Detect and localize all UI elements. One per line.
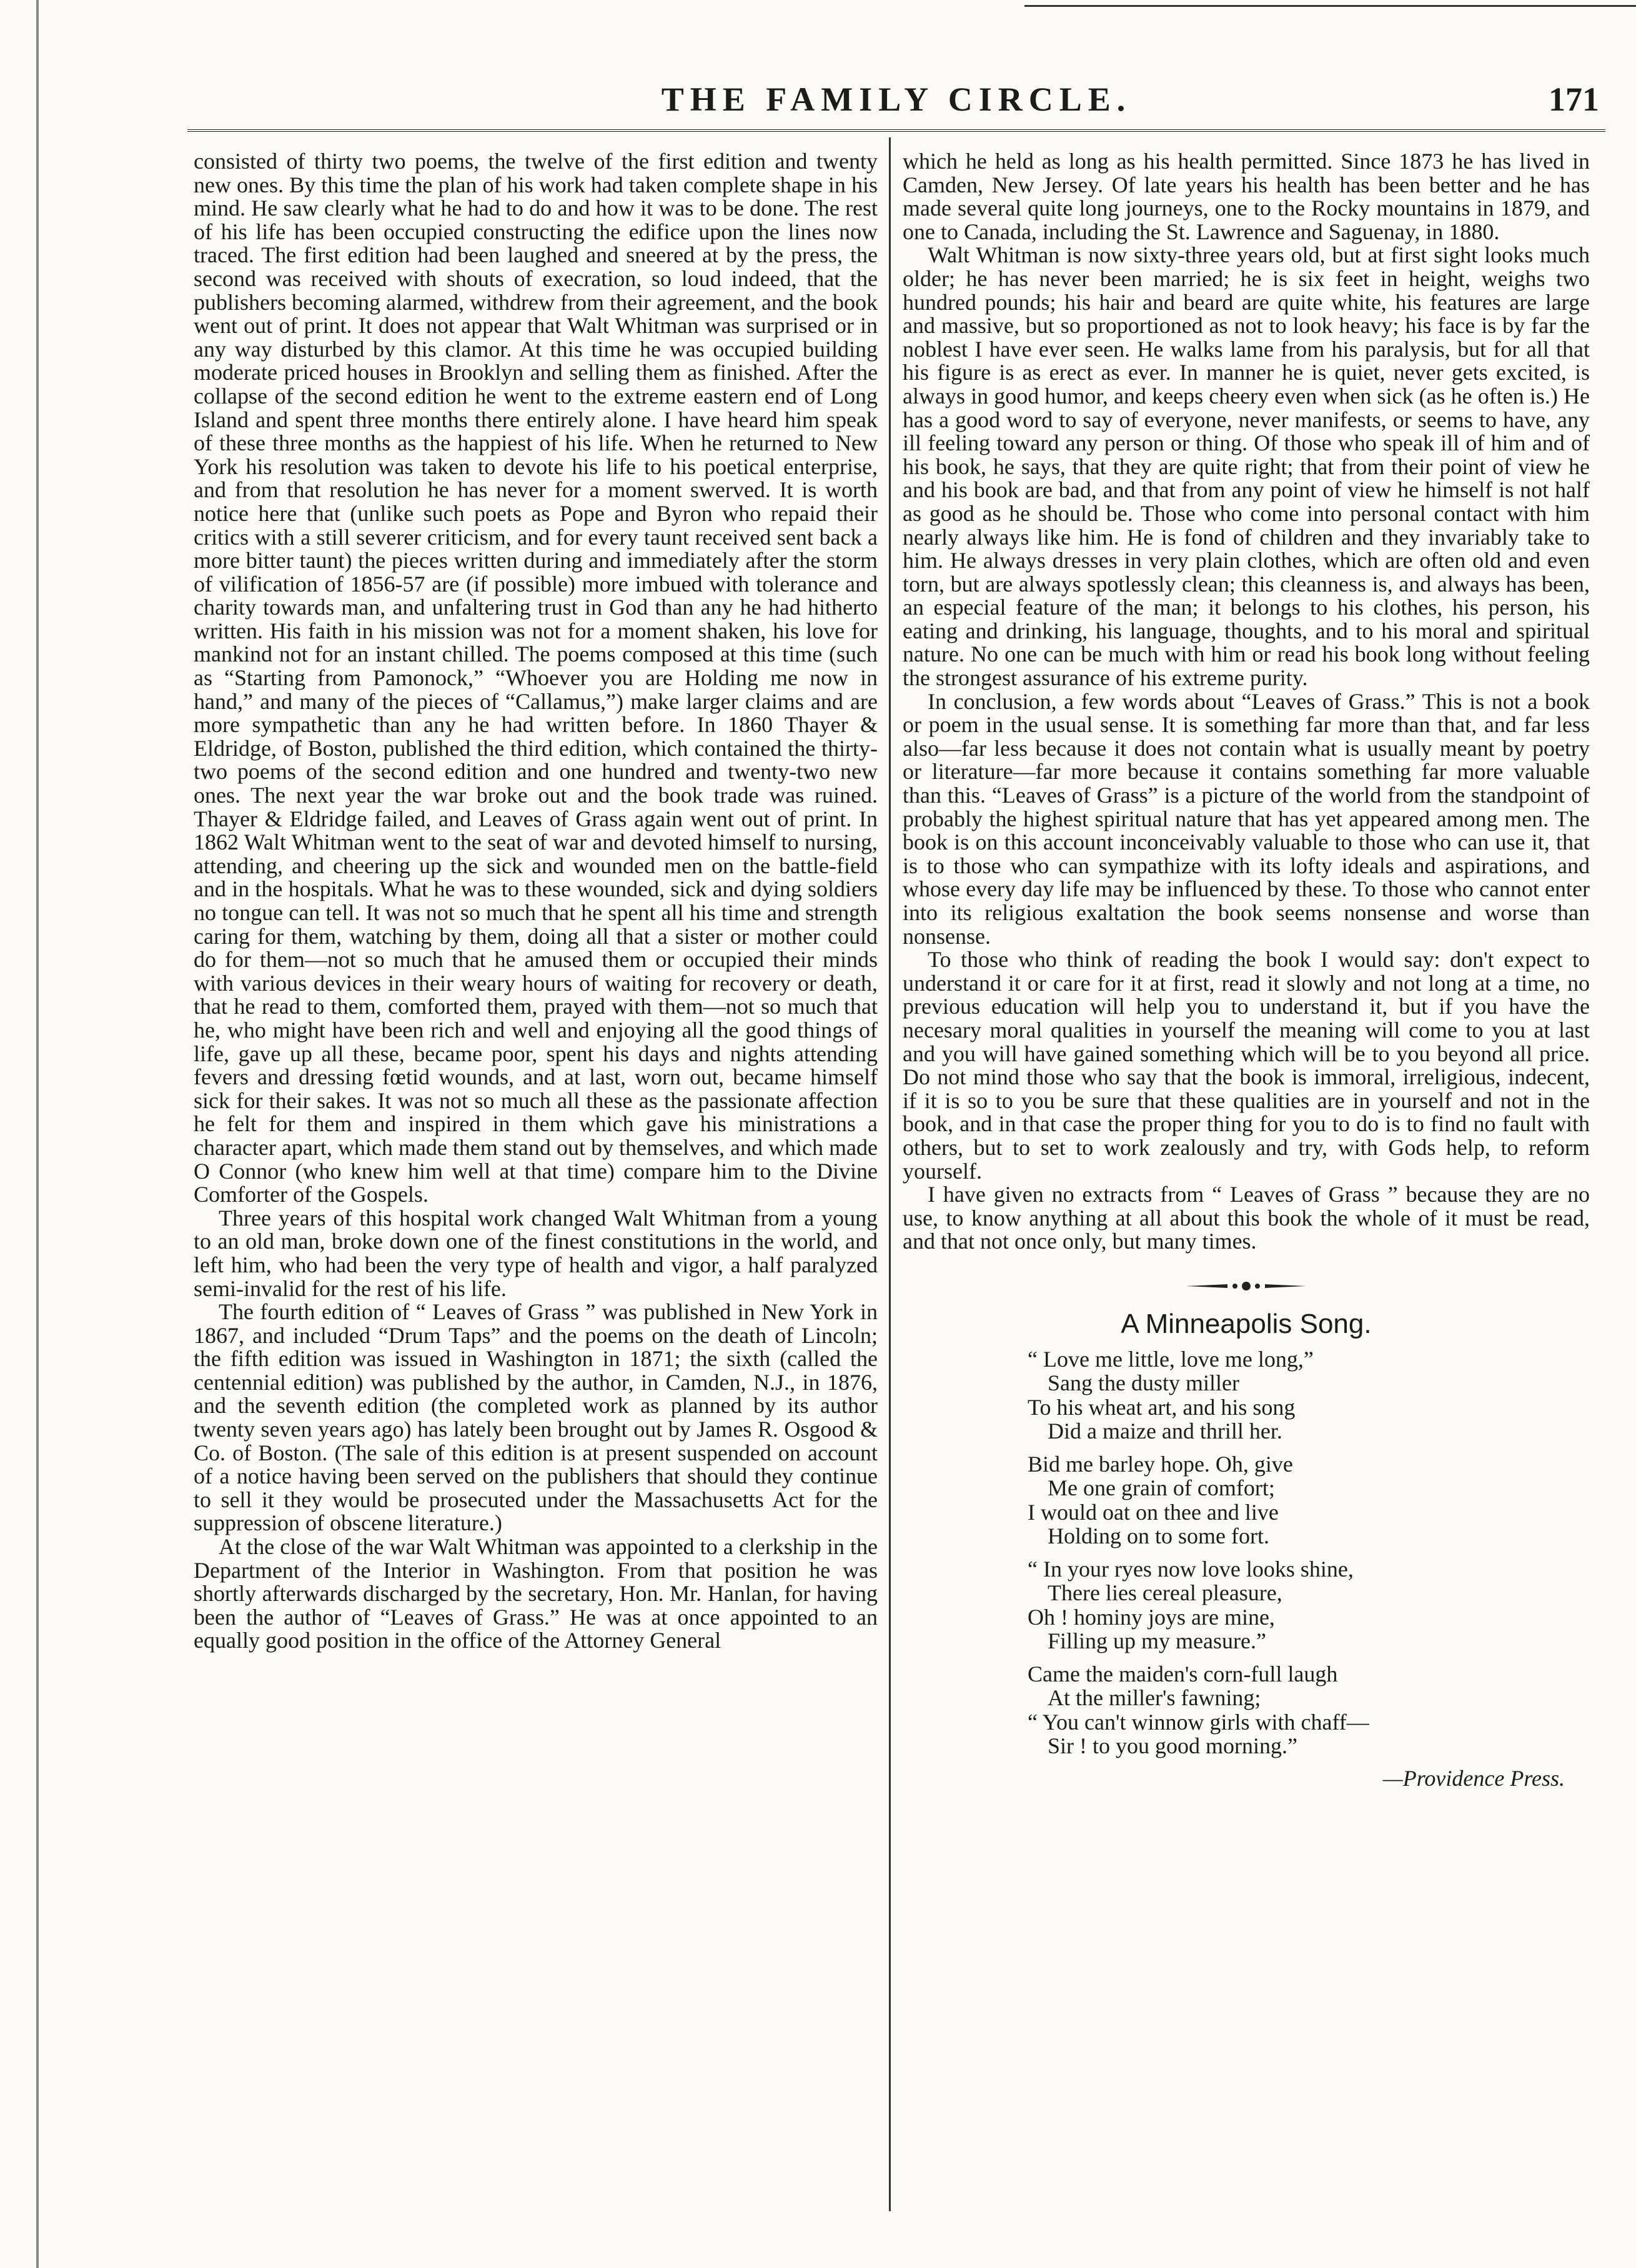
poem-line: “ Love me little, love me long,” <box>1028 1346 1314 1372</box>
poem-line: I would oat on thee and live <box>1028 1499 1279 1525</box>
paragraph: which he held as long as his health permitted. Since 1873 he has lived in Camden, New Jersey. Of late years his health has been better and he has made several quite long journeys, one to the Rocky mountains in 1879, and one to Canada, including the St. Lawrence and Saguenay, in 1880. <box>903 150 1590 244</box>
poem-line: “ In your ryes now love looks shine, <box>1028 1556 1354 1582</box>
column-divider <box>889 137 891 2211</box>
poem-credit: —Providence Press. <box>1382 1765 1565 1791</box>
paragraph: I have given no extracts from “ Leaves of Grass ” because they are no use, to know anything at all about this book the whole of it must be read, and that not once only, but many times. <box>903 1182 1590 1254</box>
poem-line: At the miller's fawning; <box>1048 1685 1261 1710</box>
poem-stanza <box>1028 1662 1590 1758</box>
top-rule <box>1024 5 1636 7</box>
poem-line: Holding on to some fort. <box>1048 1523 1269 1548</box>
page-header <box>187 70 1605 132</box>
poem-line: “ You can't winnow girls with chaff— <box>1028 1709 1369 1735</box>
poem-stanza <box>1028 1347 1590 1443</box>
paragraph: consisted of thirty two poems, the twelve of the first edition and twenty new ones. By this time the plan of his work had taken complete shape in his mind. He saw clearly what he had to do and how it was to be done. The rest of his life has been occupied constructing the edifice upon the lines now traced. The first edition had been laughed and sneered at by the press, the second was received with shouts of execration, so loud indeed, that the publishers becoming alarmed, withdrew from their agreement, and the book went out of print. It does not appear that Walt Whitman was surprised or in any way disturbed by this clamor. At this time he was occupied building moderate priced houses in Brooklyn and selling them as finished. After the collapse of the second edition he went to the extreme eastern end of Long Island and spent three months there entirely alone. I have heard him speak of these three months as the happiest of his life. When he returned to New York his resolution was taken to devote his life to his poetical enterprise, and from that resolution he has never for a moment swerved. It is worth notice here that (unlike such poets as Pope and Byron who repaid their critics with a still severer criticism, and for every taunt received sent back a more bitter taunt) the pieces written during and immediately after the storm of vilification of 1856-57 are (if possible) more imbued with tolerance and charity towards man, and unfaltering trust in God than any he had hitherto written. His faith in his mission was not for a moment shaken, his love for mankind not for an instant chilled. The poems composed at this time (such as “Starting from Pamonock,” “Whoever you are Holding me now in hand,” and many of the pieces of “Callamus,”) make larger claims and are more sympathetic than any he had written before. In 1860 Thayer & Eldridge, of Boston, published the third edition, which contained the thirty-two poems of the second edition and one hundred and twenty-two new ones. The next year the war broke out and the book trade was ruined. Thayer & Eldridge failed, and Leaves of Grass again went out of print. In 1862 Walt Whitman went to the seat of war and devoted himself to nursing, attending, and cheering up the sick and wounded men on the battle-field and in the hospitals. What he was to these wounded, sick and dying soldiers no tongue can tell. It was not so much that he spent all his time and strength caring for them, watching by them, doing all that a sister or mother could do for them—not so much that he amused them or occupied their minds with various devices in their weary hours of waiting for recovery or death, that he read to them, comforted them, prayed with them—not so much that he, who might have been rich and well and enjoying all the good things of life, gave up all these, became poor, spent his days and nights attending fevers and dressing fœtid wounds, and at last, worn out, became himself sick for their sakes. It was not so much all these as the passionate affection he felt for them and inspired in them which gave his ministrations a character apart, which made them stand out by themselves, and which made O Connor (who knew him well at that time) compare him to the Divine Comforter of the Gospels. <box>194 150 878 1207</box>
paragraph: In conclusion, a few words about “Leaves of Grass.” This is not a book or poem in the usual sense. It is something far more than that, and far less also—far less because it does not contain what is usually meant by poetry or literature—far more because it contains something far more valuable than this. “Leaves of Grass” is a picture of the world from the standpoint of probably the highest spiritual nature that has yet appeared among men. The book is on this account inconceivably valuable to those who can use it, that is to those who can sympathize with its lofty ideals and aspirations, and whose every day life may be influenced by these. To those who cannot enter into its religious exaltation the book seems nonsense and worse than nonsense. <box>903 688 1590 949</box>
paragraph: The fourth edition of “ Leaves of Grass ” was published in New York in 1867, and included “Drum Taps” and the poems on the death of Lincoln; the fifth edition was issued in Washington in 1871; the sixth (called the centennial edition) was published by the author, in Camden, N.J., in 1876, and the seventh edition (the completed work as planned by its author twenty seven years ago) has lately been brought out by James R. Osgood & Co. of Boston. (The sale of this edition is at present suspended on account of a notice having been served on the publishers that should they continue to sell it they would be prosecuted under the Massachusetts Act for the suppression of obscene literature.) <box>194 1299 878 1536</box>
poem-line: Me one grain of comfort; <box>1048 1475 1275 1500</box>
ornament-rule-icon <box>1184 1279 1309 1294</box>
paragraph: At the close of the war Walt Whitman was appointed to a clerkship in the Department of the Interior in Washington. From that position he was shortly afterwards discharged by the secretary, Hon. Mr. Hanlan, for having been the author of “Leaves of Grass.” He was at once appointed to an equally good position in the office of the Attorney General <box>194 1534 878 1653</box>
poem-line: To his wheat art, and his song <box>1028 1394 1296 1420</box>
poem-line: Sir ! to you good morning.” <box>1048 1733 1297 1758</box>
poem-line: Filling up my measure.” <box>1048 1628 1266 1653</box>
poem-line: Did a maize and thrill her. <box>1048 1419 1282 1443</box>
poem-line: Oh ! hominy joys are mine, <box>1028 1604 1275 1630</box>
poem-stanza <box>1028 1452 1590 1548</box>
poem-line: Came the maiden's corn-full laugh <box>1028 1661 1338 1686</box>
paragraph: To those who think of reading the book I would say: don't expect to understand it or care for it at first, read it slowly and not long at a time, no previous education will help you to understand it, but if you have the necesary moral qualities in yourself the meaning will come to you at last and you will have gained something which will be to you beyond all price. Do not mind those who say that the book is immoral, irreligious, indecent, if it is so to you be sure that these qualities are in yourself and not in the book, and in that case the proper thing for you to do is to find no fault with others, but to set to work zealously and try, with Gods help, to reform yourself. <box>903 947 1590 1184</box>
poem-line: There lies cereal pleasure, <box>1048 1580 1282 1605</box>
poem-stanza <box>1028 1557 1590 1653</box>
paragraph: Three years of this hospital work changed Walt Whitman from a young to an old man, broke down one of the finest constitutions in the world, and left him, who had been the very type of health and vigor, a half paralyzed semi-invalid for the rest of his life. <box>194 1205 878 1301</box>
running-title: THE FAMILY CIRCLE. <box>661 81 1132 118</box>
right-column <box>903 150 1590 2236</box>
page-edge-shadow <box>36 0 39 2268</box>
poem-line: Sang the dusty miller <box>1048 1370 1239 1395</box>
paragraph: Walt Whitman is now sixty-three years old, but at first sight looks much older; he has never been married; he is six feet in height, weighs two hundred pounds; his hair and beard are quite white, his features are large and massive, but so proportioned as not to look heavy; his face is by far the noblest I have ever seen. He walks lame from his paralysis, but for all that his figure is as erect as ever. In manner he is quiet, never gets excited, is always in good humor, and keeps cheery even when sick (as he often is.) He has a good word to say of everyone, never manifests, or seems to have, any ill feeling toward any person or thing. Of those who speak ill of him and of his book, he says, that they are quite right; that from their point of view he and his book are bad, and that from any point of view he himself is not half as good as he should be. Those who come into personal contact with him nearly always like him. He is fond of children and they invariably take to him. He always dresses in very plain clothes, which are often old and even torn, but are always spotlessly clean; this cleanness is, and always has been, an especial feature of the man; it belongs to his clothes, his person, his eating and drinking, his language, thoughts, and to his moral and spiritual nature. No one can be much with him or read his book long without feeling the strongest assurance of his extreme purity. <box>903 242 1590 691</box>
page-number: 171 <box>1549 81 1599 118</box>
section-ornament <box>903 1279 1590 1294</box>
poem-line: Bid me barley hope. Oh, give <box>1028 1451 1293 1477</box>
left-column <box>194 150 878 2236</box>
poem-title: A Minneapolis Song. <box>1121 1308 1372 1339</box>
